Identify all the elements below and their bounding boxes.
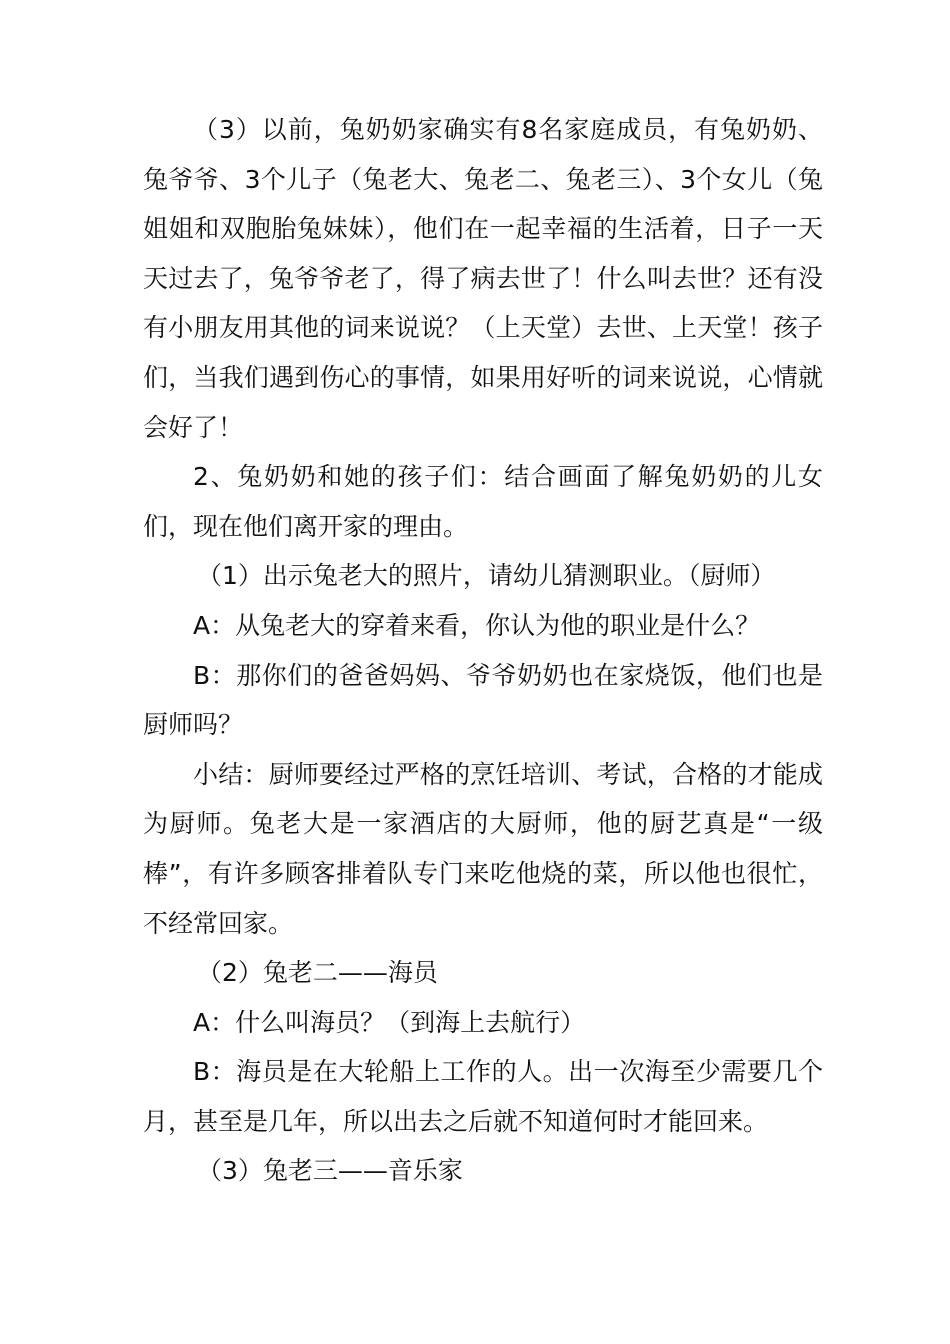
paragraph-rabbit-grandma-children: 2、兔奶奶和她的孩子们：结合画面了解兔奶奶的儿女们，现在他们离开家的理由。	[143, 462, 823, 541]
paragraph-second-son-sailor: （2）兔老二——海员	[197, 958, 438, 988]
paragraph-eldest-photo: （1）出示兔老大的照片，请幼儿猜测职业。（厨师）	[197, 561, 776, 591]
paragraph-answer-b-sailor: B：海员是在大轮船上工作的人。出一次海至少需要几个月，甚至是几年，所以出去之后就不知道何时才能回来。	[143, 1057, 823, 1136]
paragraph-question-b-cooking: B：那你们的爸爸妈妈、爷爷奶奶也在家烧饭，他们也是厨师吗？	[143, 660, 823, 740]
paragraph-third-son-musician: （3）兔老三——音乐家	[197, 1156, 463, 1186]
paragraph-family-members: （3）以前，兔奶奶家确实有8名家庭成员，有兔奶奶、兔爷爷、3个儿子（兔老大、兔老二、兔老三）、3个女儿（兔姐姐和双胞胎兔妹妹），他们在一起幸福的生活着，日子一天天过去了，兔爷爷老了，得了病去世了！什么叫去世？还有没有小朋友用其他的词来说说？（上天堂）去世、上天堂！孩子们，当我们遇到伤心的事情，如果用好听的词来说说，心情就会好了！	[143, 115, 823, 442]
document-body	[143, 105, 823, 1196]
paragraph-question-a-profession: A：从兔老大的穿着来看，你认为他的职业是什么？	[193, 610, 761, 640]
paragraph-question-a-sailor: A：什么叫海员？（到海上去航行）	[193, 1007, 586, 1037]
paragraph-summary-chef: 小结：厨师要经过严格的烹饪培训、考试，合格的才能成为厨师。兔老大是一家酒店的大厨师，他的厨艺真是“一级棒”，有许多顾客排着队专门来吃他烧的菜，所以他也很忙，不经常回家。	[143, 759, 823, 938]
